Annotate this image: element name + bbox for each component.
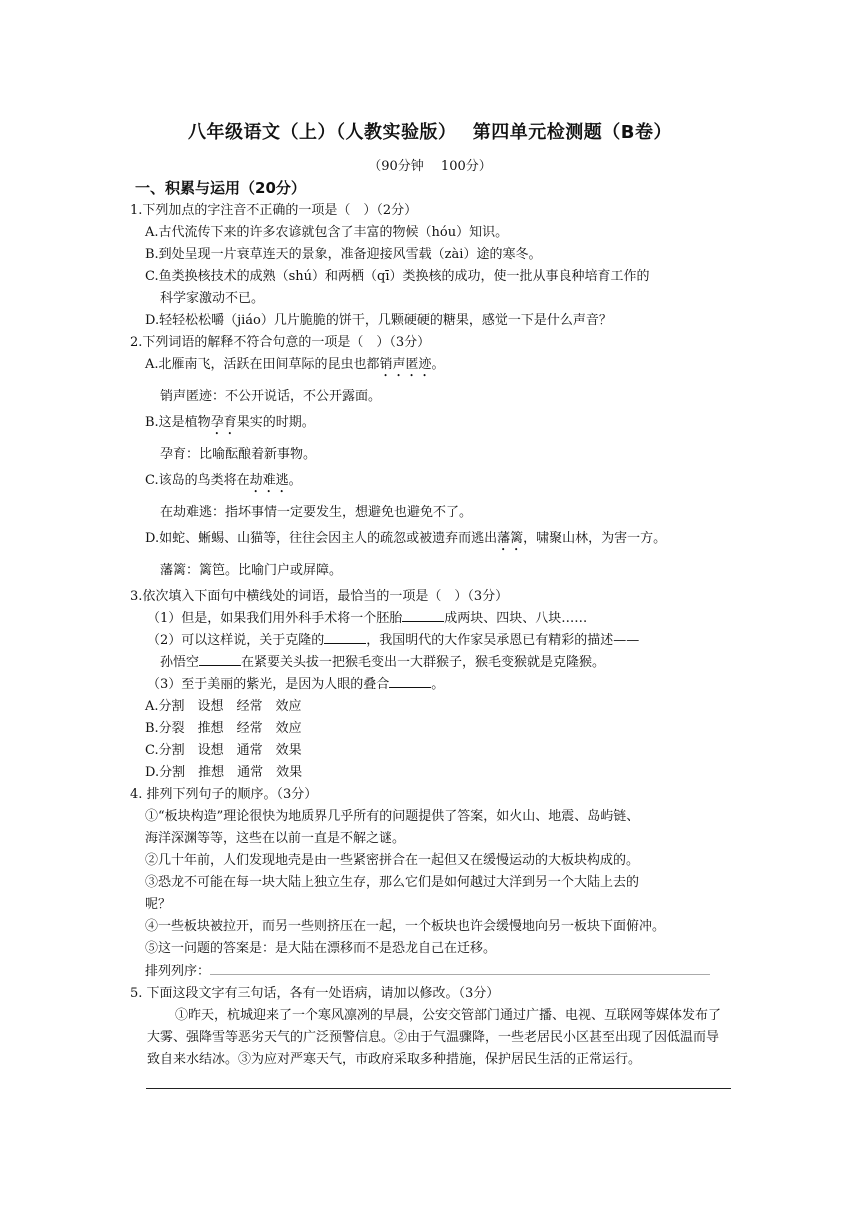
q4-sentence-5: ⑤这一问题的答案是：是大陆在漂移而不是恐龙自己在迁移。: [145, 941, 497, 956]
page-subtitle: （90分钟 100分）: [368, 159, 492, 174]
q1-option-b: B.到处呈现一片衰草连天的景象，准备迎接风雪载（zài）途的寒冬。: [145, 247, 542, 262]
q2-explanation-c: 在劫难逃：指坏事情一定要发生，想避免也避免不了。: [160, 505, 473, 520]
q2-option-b: B.这是植物孕育果实的时期。: [145, 415, 315, 430]
q3-sentence-2: （2）可以这样说，关于克隆的 ，我国明代的大作家吴承恩已有精彩的描述——: [130, 630, 736, 652]
page-title: 八年级语文（上）（人教实验版） 第四单元检测题（B卷）: [188, 122, 672, 143]
q3-option-d: D.分割 推想 通常 效果: [145, 765, 303, 780]
q4-sentence-2: ②几十年前，人们发现地壳是由一些紧密拼合在一起但又在缓慢运动的大板块构成的。: [145, 853, 640, 868]
q4-sentence-3-cont: 呢？: [145, 897, 172, 912]
q3-option-b: B.分裂 推想 经常 效应: [145, 721, 302, 736]
q4-answer-label: 排列列序：: [145, 964, 211, 979]
q2-explanation-d: 藩篱：篱笆。比喻门户或屏障。: [160, 563, 343, 578]
question-body: [130, 200, 736, 1071]
q3-sentence-3: （3）至于美丽的紫光，是因为人眼的叠合 。: [130, 674, 736, 696]
q1-option-c: C.鱼类换核技术的成熟（shú）和两栖（qī）类换核的成功，使一批从事良种培育工作的: [145, 269, 650, 284]
q3-sentence-2-cont: 孙悟空 在紧要关头拔一把猴毛变出一大群猴子，猴毛变猴就是克隆猴。: [130, 652, 736, 674]
answer-line[interactable]: [210, 960, 710, 975]
answer-rule-line[interactable]: [146, 1088, 731, 1089]
emphasized-word: 劫难逃: [249, 473, 289, 488]
q4-sentence-4: ④一些板块被拉开，而另一些则挤压在一起，一个板块也许会缓慢地向另一板块下面俯冲。: [145, 919, 666, 934]
blank-line: [389, 674, 431, 688]
q1-option-a: A.古代流传下来的许多农谚就包含了丰富的物候（hóu）知识。: [145, 225, 509, 240]
emphasized-word: 销声匿迹: [379, 357, 432, 372]
blank-line: [199, 652, 241, 666]
q3-sentence-1: （1）但是，如果我们用外科手术将一个胚胎 成两块、四块、八块……: [130, 608, 736, 630]
q1-option-c-cont: 科学家激动不已。: [160, 291, 265, 306]
q4-stem: 4. 排列下列句子的顺序。（3分）: [130, 787, 318, 802]
q3-option-c: C.分割 设想 通常 效果: [145, 743, 302, 758]
blank-line: [402, 608, 444, 622]
q3-option-a: A.分割 设想 经常 效应: [145, 699, 302, 714]
q1-option-d: D.轻轻松松嚼（jiáo）几片脆脆的饼干，几颗硬硬的糖果，感觉一下是什么声音？: [145, 313, 612, 328]
q5-stem: 5. 下面这段文字有三句话，各有一处语病，请加以修改。（3分）: [130, 986, 500, 1001]
q4-sentence-3: ③恐龙不可能在每一块大陆上独立生存，那么它们是如何越过大洋到另一个大陆上去的: [145, 875, 640, 890]
blank-line: [324, 630, 366, 644]
q1-stem: 1.下列加点的字注音不正确的一项是（ ）（2分）: [130, 203, 418, 218]
q2-option-c: C.该岛的鸟类将在劫难逃。: [145, 473, 302, 488]
q2-stem: 2.下列词语的解释不符合句意的一项是（ ）（3分）: [130, 335, 431, 350]
emphasized-word: 孕育: [210, 415, 237, 430]
q2-option-a: A.北雁南飞，活跃在田间草际的昆虫也都销声匿迹。: [145, 357, 445, 372]
q4-sentence-1-cont: 海洋深渊等等，这些在以前一直是不解之谜。: [145, 831, 406, 846]
q3-stem: 3.依次填入下面句中横线处的词语，最恰当的一项是（ ）（3分）: [130, 589, 509, 604]
q2-explanation-a: 销声匿迹：不公开说话，不公开露面。: [160, 389, 382, 404]
section-heading: 一、积累与运用（20分）: [135, 179, 306, 197]
q5-passage: ①昨天，杭城迎来了一个寒风凛冽的早晨，公安交管部门通过广播、电视、互联网等媒体发布了大雾、强降雪等恶劣天气的广泛预警信息。②由于气温骤降，一些老居民小区甚至出现了因低温而导致自来水结冰。③为应对严寒天气，市政府采取多种措施，保护居民生活的正常运行。: [147, 1008, 722, 1067]
q2-explanation-b: 孕育：比喻酝酿着新事物。: [160, 447, 317, 462]
q4-sentence-1: ①“板块构造”理论很快为地质界几乎所有的问题提供了答案，如火山、地震、岛屿链、: [145, 809, 640, 824]
q2-option-d: D.如蛇、蜥蜴、山猫等，往往会因主人的疏忽或被遗弃而逃出藩篱，啸聚山林，为害一方。: [145, 531, 667, 546]
q4-answer-row: [130, 960, 736, 983]
emphasized-word: 藩篱: [497, 531, 524, 546]
